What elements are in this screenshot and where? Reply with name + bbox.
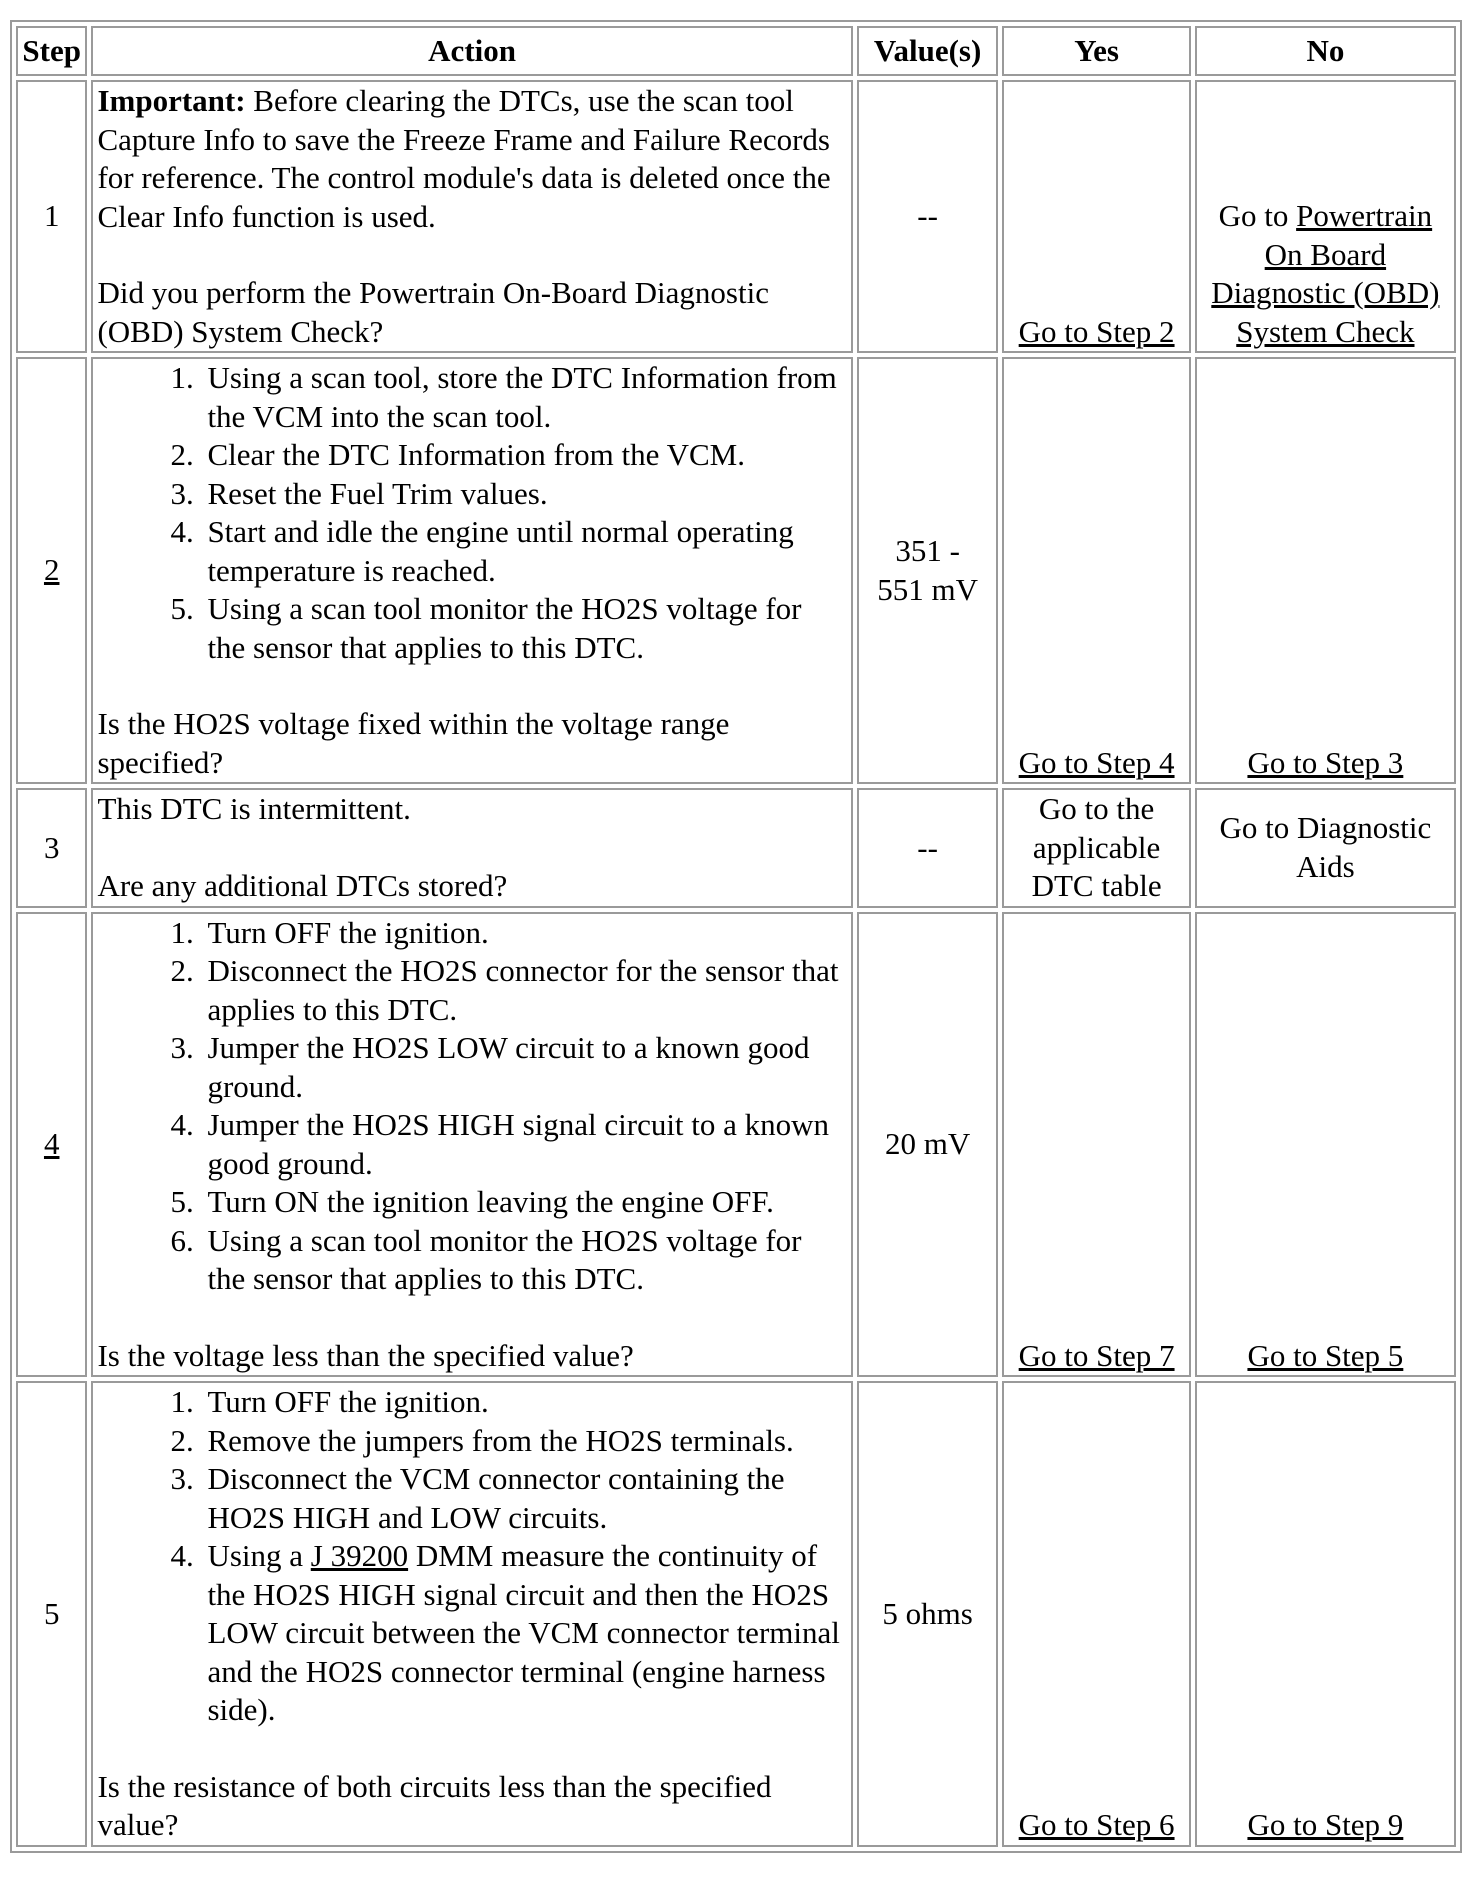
goto-step-link[interactable]: Go to Step 9	[1247, 1807, 1404, 1842]
obd-system-check-link[interactable]: Powertrain On Board Diagnostic (OBD) System Check	[1211, 198, 1440, 349]
item-prefix: Using a	[207, 1538, 311, 1573]
table-row	[16, 1381, 1456, 1847]
yes-cell: Go to the applicable DTC table	[1002, 788, 1190, 908]
table-row	[16, 80, 1456, 353]
header-no: No	[1195, 26, 1456, 76]
table-row	[16, 788, 1456, 908]
action-list	[97, 914, 846, 1299]
list-item: 1. Turn OFF the ignition.	[201, 914, 846, 953]
step-number	[16, 357, 87, 784]
value-cell: 20 mV	[857, 912, 999, 1378]
no-cell	[1195, 912, 1456, 1378]
goto-step-link[interactable]: Go to Step 3	[1247, 744, 1404, 780]
action-question: Is the HO2S voltage fixed within the voltage range specified?	[97, 706, 730, 780]
no-cell	[1195, 357, 1456, 784]
list-item: 3. Reset the Fuel Trim values.	[201, 475, 846, 514]
action-list	[97, 359, 846, 667]
action-cell	[91, 1381, 852, 1847]
action-cell	[91, 357, 852, 784]
item-suffix: DMM measure the continuity of the HO2S HIGH signal circuit and then the HO2S LOW circuit between the VCM connector terminal and the HO2S connector terminal (engine harness side).	[207, 1538, 840, 1727]
step-link[interactable]: 2	[43, 552, 60, 588]
list-item: 2. Disconnect the HO2S connector for the sensor that applies to this DTC.	[201, 952, 846, 1029]
list-item: 2. Remove the jumpers from the HO2S terminals.	[201, 1422, 846, 1461]
header-row	[16, 26, 1456, 76]
no-cell	[1195, 788, 1456, 908]
action-list	[97, 1383, 846, 1730]
goto-step-link[interactable]: Go to Step 4	[1018, 744, 1175, 780]
no-cell	[1195, 1381, 1456, 1847]
action-cell	[91, 912, 852, 1378]
step-link[interactable]: 4	[43, 1126, 60, 1161]
step-number: 1	[16, 80, 87, 353]
value-cell: 5 ohms	[857, 1381, 999, 1847]
action-question: Did you perform the Powertrain On-Board Diagnostic (OBD) System Check?	[97, 275, 769, 349]
header-action: Action	[91, 26, 852, 76]
j39200-tool-link[interactable]: J 39200	[310, 1538, 409, 1573]
important-note	[97, 82, 846, 236]
yes-cell	[1002, 357, 1190, 784]
table-row	[16, 357, 1456, 784]
goto-step-link[interactable]: Go to Step 6	[1018, 1807, 1175, 1842]
action-cell	[91, 80, 852, 353]
list-item: 2. Clear the DTC Information from the VCM.	[201, 436, 846, 475]
no-cell	[1195, 80, 1456, 353]
yes-cell	[1002, 912, 1190, 1378]
list-item: 3. Jumper the HO2S LOW circuit to a known good ground.	[201, 1029, 846, 1106]
list-item: 6. Using a scan tool monitor the HO2S voltage for the sensor that applies to this DTC.	[201, 1222, 846, 1299]
value-cell	[857, 357, 999, 784]
action-cell	[91, 788, 852, 908]
action-text: This DTC is intermittent.	[97, 791, 411, 826]
list-item: 4. Start and idle the engine until normal operating temperature is reached.	[201, 513, 846, 590]
important-label: Important:	[97, 83, 246, 118]
header-step: Step	[16, 26, 87, 76]
action-question: Are any additional DTCs stored?	[97, 867, 508, 903]
action-question: Is the resistance of both circuits less than the specified value?	[97, 1768, 772, 1842]
list-item: 5. Turn ON the ignition leaving the engine OFF.	[201, 1183, 846, 1222]
value-cell: --	[857, 788, 999, 908]
step-number: 5	[16, 1381, 87, 1847]
diagnostic-table	[10, 20, 1462, 1853]
header-yes: Yes	[1002, 26, 1190, 76]
goto-step-link[interactable]: Go to Step 2	[1018, 313, 1175, 349]
goto-step-link[interactable]: Go to Step 5	[1247, 1337, 1404, 1373]
value-cell: --	[857, 80, 999, 353]
list-item: 1. Turn OFF the ignition.	[201, 1383, 846, 1422]
yes-cell	[1002, 1381, 1190, 1847]
yes-cell	[1002, 80, 1190, 353]
list-item: 4. Jumper the HO2S HIGH signal circuit to a known good ground.	[201, 1106, 846, 1183]
action-question: Is the voltage less than the specified value?	[97, 1337, 634, 1373]
diagnostic-aids-text: Go to Diagnostic Aids	[1219, 810, 1432, 884]
important-text: Before clearing the DTCs, use the scan tool Capture Info to save the Freeze Frame and Failure Records for reference. The control module's data is deleted once the Clear Info function is used.	[97, 83, 831, 234]
no-prefix: Go to	[1218, 198, 1297, 233]
step-number: 3	[16, 788, 87, 908]
list-item: 5. Using a scan tool monitor the HO2S voltage for the sensor that applies to this DTC.	[201, 590, 846, 667]
table-row	[16, 912, 1456, 1378]
step-number	[16, 912, 87, 1378]
value-text: 351 - 551 mV	[877, 533, 978, 607]
list-item: 1. Using a scan tool, store the DTC Information from the VCM into the scan tool.	[201, 359, 846, 436]
list-item: 3. Disconnect the VCM connector containing the HO2S HIGH and LOW circuits.	[201, 1460, 846, 1537]
header-values: Value(s)	[857, 26, 999, 76]
list-item	[201, 1537, 846, 1730]
goto-step-link[interactable]: Go to Step 7	[1018, 1337, 1175, 1373]
